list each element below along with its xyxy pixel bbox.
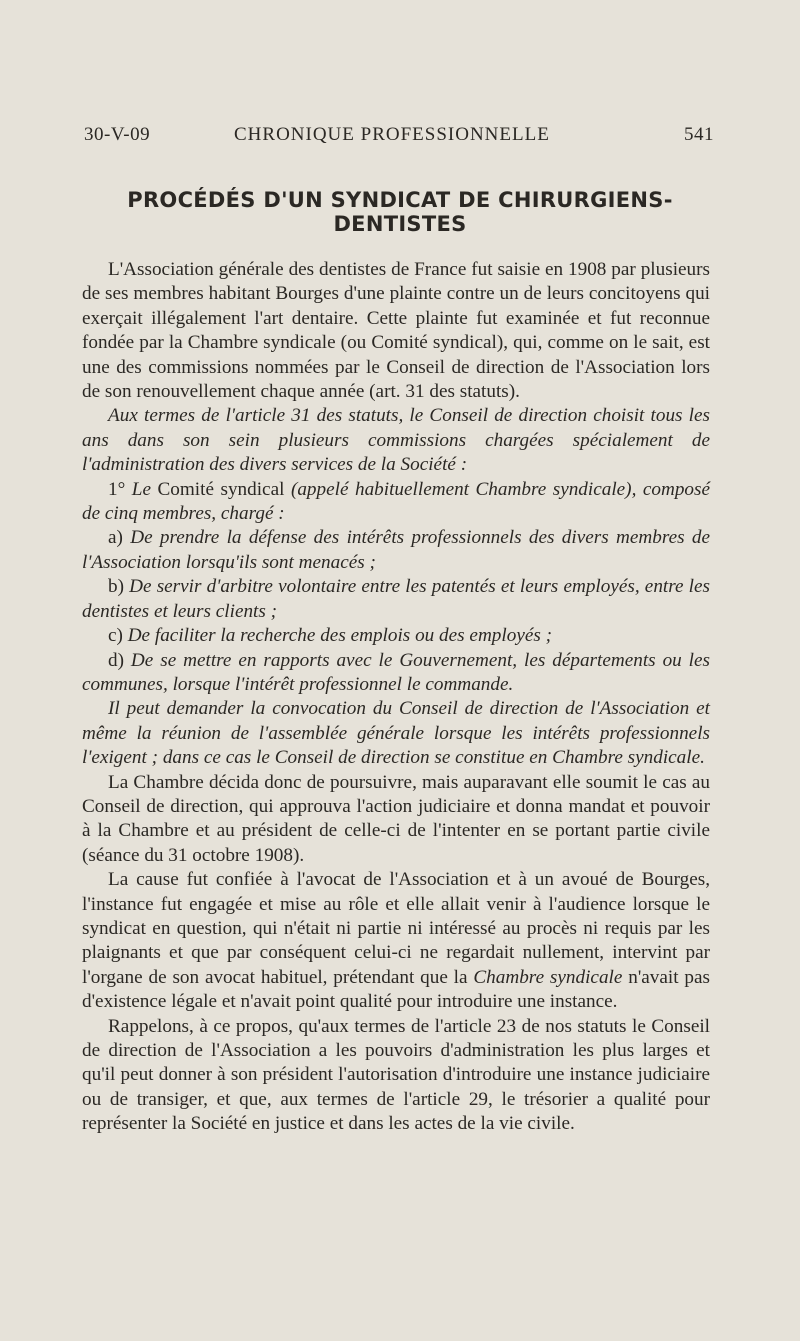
list-number: 1° — [108, 478, 132, 500]
list-text: De faciliter la recherche des emplois ou des employés ; — [127, 625, 553, 647]
text: Comité syndical — [157, 478, 285, 500]
paragraph: Il peut demander la convocation du Conseil de direction de l'Association et même la réunion de l'assemblée générale lorsque les intérêts professionnels l'exigent ; dans ce cas le Conseil de direction se constitue en Chambre syndicale. — [82, 698, 710, 769]
italic-text: (appelé habituellement Chambre syndicale), composé de cinq membres, chargé : — [82, 478, 711, 525]
paragraph — [82, 868, 710, 1014]
text: n'avait pas d'existence légale et n'avait point qualité pour introduire une instance. — [82, 966, 710, 1013]
list-label: a) — [108, 527, 131, 549]
list-text: De servir d'arbitre volontaire entre les patentés et leurs employés, entre les dentistes et leurs clients ; — [82, 576, 711, 622]
list-text: De se mettre en rapports avec le Gouvernement, les départements ou les communes, lorsque l'intérêt professionnel le commande. — [82, 649, 711, 695]
list-item — [82, 624, 710, 648]
list-label: d) — [108, 649, 131, 671]
list-item — [82, 649, 710, 698]
list-label: c) — [108, 625, 128, 647]
paragraph — [82, 478, 710, 527]
text: La cause fut confiée à l'avocat de l'Association et à un avoué de Bourges, l'instance fut engagée et mise au rôle et elle allait venir à l'audience lorsque le syndicat en question, qui n'était ni partie ni intéressé au procès ni requis par les plaignants et que par conséquent celui-ci ne regardait nullement, intervint par l'organe de son avocat habituel, prétendant que la — [82, 869, 710, 988]
paragraph: La Chambre décida donc de poursuivre, mais auparavant elle soumit le cas au Conseil de direction, qui approuva l'action judiciaire et donna mandat et pouvoir à la Chambre et au président de celle-ci de l'intenter en se portant partie civile (séance du 31 octobre 1908). — [82, 771, 710, 866]
running-title: CHRONIQUE PROFESSIONNELLE — [234, 124, 550, 145]
paragraph: Rappelons, à ce propos, qu'aux termes de l'article 23 de nos statuts le Conseil de direction de l'Association a les pouvoirs d'administration les plus larges et qu'il peut donner à son président l'autorisation d'introduire une instance judiciaire ou de transiger, et que, aux termes de l'article 29, le trésorier a qualité pour représenter la Société en justice et dans les actes de la vie civile. — [82, 1015, 710, 1135]
list-label: b) — [108, 576, 130, 598]
list-text: De prendre la défense des intérêts professionnels des divers membres de l'Association lorsqu'ils sont menacés ; — [82, 527, 711, 573]
article-title: PROCÉDÉS D'UN SYNDICAT DE CHIRURGIENS-DENTISTES — [127, 188, 673, 236]
page-number: 541 — [684, 124, 714, 145]
article-body — [82, 258, 710, 1137]
list-item — [82, 526, 710, 575]
issue-date: 30-V-09 — [84, 124, 151, 145]
italic-text: Chambre syndicale — [473, 966, 623, 988]
list-item — [82, 575, 710, 624]
paragraph: Aux termes de l'article 31 des statuts, le Conseil de direction choisit tous les ans dans son sein plusieurs commissions chargées spécialement de l'administration des divers services de la Société : — [82, 405, 710, 476]
italic-text: Le — [131, 478, 158, 500]
paragraph: L'Association générale des dentistes de France fut saisie en 1908 par plusieurs de ses membres habitant Bourges d'une plainte contre un de leurs concitoyens qui exerçait illégalement l'art dentaire. Cette plainte fut examinée et fut reconnue fondée par la Chambre syndicale (ou Comité syndical), qui, comme on le sait, est une des commissions nommées par le Conseil de direction de l'Association lors de son renouvellement chaque année (art. 31 des statuts). — [82, 259, 710, 403]
page-header — [84, 124, 714, 154]
